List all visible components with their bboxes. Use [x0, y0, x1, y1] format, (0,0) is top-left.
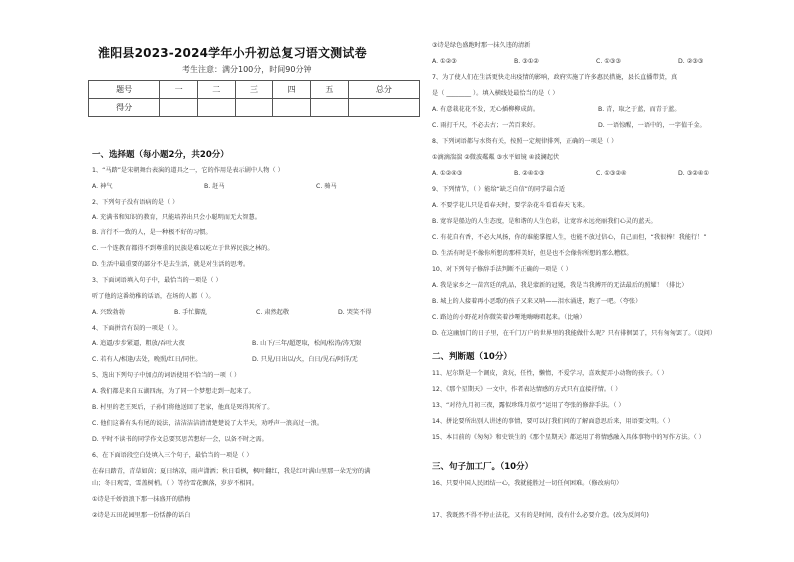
- question-17: 17、我既然不得不停止法花，又有的是时间，没有什么必要介意。(改为反问句): [432, 512, 649, 519]
- score-row-label: 得分: [89, 99, 160, 117]
- score-cell[interactable]: [311, 99, 349, 117]
- section-sentence-title: 三、句子加工厂。（10分）: [432, 462, 534, 472]
- score-cell[interactable]: [197, 99, 235, 117]
- question-9: 9、下列情节，（ ）能给“缺乏自信”的同学最合适: [432, 186, 565, 193]
- score-header-cell: 一: [160, 81, 198, 99]
- option[interactable]: C. 他们这番有头有尾的说法，洁洁洁洁清清楚楚说了大半天，劝呼声一浪高过一浪。: [92, 420, 324, 427]
- exam-notice: 考生注意：满分100分，时间90分钟: [182, 65, 312, 74]
- question-7-stem: 是（ ________ ）。填入横线处最恰当的是（ ）: [432, 90, 559, 97]
- score-cell[interactable]: [160, 99, 198, 117]
- score-header-cell: 五: [311, 81, 349, 99]
- question-6-item: ②诗是五田花园里那一份恬静的话白: [92, 512, 191, 519]
- option[interactable]: D. 生活中最重要的部分不是去生活，就是对生活的思考。: [92, 261, 250, 268]
- option[interactable]: A. ①②④③: [432, 170, 463, 177]
- option[interactable]: A. 兴致勃勃: [92, 309, 125, 316]
- score-header-row: [89, 81, 420, 99]
- question-8-options: [432, 170, 760, 178]
- question-2: 2、下列句子没有语病的是（ ）: [92, 199, 179, 206]
- score-header-cell: 三: [235, 81, 273, 99]
- option[interactable]: B. 城上的人接着再小恶歌的孩子又来又呐——泪水涌进，跑了一吧。（夸张）: [432, 298, 642, 305]
- option[interactable]: C. 路边的小野花对你微笑着沙哑地嗨嗨唱起来。（比喻）: [432, 314, 586, 321]
- score-table: [88, 80, 420, 117]
- option[interactable]: B. 青，取之于蓝，而青于蓝。: [598, 106, 681, 113]
- option[interactable]: A. 充满书和知识的教育，只能培养出只会小聪明而无大智慧。: [92, 214, 261, 221]
- score-header-cell: 总分: [348, 81, 419, 99]
- exam-title: 淮阳县2023-2024学年小升初总复习语文测试卷: [98, 46, 367, 60]
- option[interactable]: D. 生活有时是不像你所想的那样美好，但是也不会像你所想的那么糟糕。: [432, 250, 633, 257]
- question-6-item: ③诗是绿色盛跑时那一抹久违的清新: [432, 42, 531, 49]
- score-cell[interactable]: [235, 99, 273, 117]
- question-6-options: [432, 58, 760, 66]
- option[interactable]: A. 我是家乡之一苗宫廷的乳品，我是蒙新的冠冕，我是当我搏开的无法最后的照耀！（排比）: [432, 282, 688, 289]
- option[interactable]: D. 哭笑不得: [338, 309, 372, 316]
- option[interactable]: D. 只见/日出以/火，白日/见石/阿洋/无: [252, 356, 358, 363]
- option[interactable]: C. 有花自有香，不必大风扬，你的谁能掌握人生，也能不放过信心，自己而但，“我很棒！我能行！”: [432, 234, 707, 241]
- question-1: 1、“马踏”是宋朝舞台表演的道具之一，它的作用是表示剧中人物（ ）: [92, 167, 284, 174]
- question-6: 6、在下面语段空白处填入三个句子，最恰当的一项是（ ）: [92, 452, 253, 459]
- question-10: 10、对下列句子修辞手法判断不正确的一项是（ ）: [432, 266, 572, 273]
- score-row: [89, 99, 420, 117]
- score-header-cell: 题号: [89, 81, 160, 99]
- option[interactable]: D. ③②④①: [678, 170, 709, 177]
- score-cell[interactable]: [273, 99, 311, 117]
- question-6-item: ①诗是千娇浪浪下那一抹盛开的腊梅: [92, 496, 191, 503]
- option[interactable]: C. 若有人/相逢/去处，晚照/红日/同住。: [92, 356, 202, 363]
- option[interactable]: C. 一个连教育都得不到尊重的民族是难以屹立于世界民族之林的。: [92, 245, 274, 252]
- option[interactable]: B. 宽容是船边的人生态度，是和谐的人生色彩，让宽容永远亮丽我们心灵的蓝天。: [432, 218, 657, 225]
- option[interactable]: A. 有意栽花花不发，无心插柳柳成荫。: [432, 106, 540, 113]
- option[interactable]: B. 山下/三年/超逻取，松间/松涛/涛无限: [252, 340, 362, 347]
- option[interactable]: A. 不要学花儿只是看春天时，要学杂花斗看看春天飞来。: [432, 202, 589, 209]
- option[interactable]: D. 平时不读书的同学作文总要冥思苦想好一会，以备不时之需。: [92, 436, 268, 443]
- question-3-options: [92, 309, 420, 317]
- score-header-cell: 四: [273, 81, 311, 99]
- true-false-item: 12、《那个星期天》一文中，作者表达情感的方式只有直接抒情。（ ）: [432, 386, 622, 393]
- question-5: 5、选出下列句子中加点的词语使用不恰当的一项（ ）: [92, 372, 241, 379]
- question-16: 16、只要中国人民团结一心，我就能胜过一切任何困难。（修改病句）: [432, 480, 623, 487]
- option[interactable]: B. 言行不一致的人，是一种极不好的习惯。: [92, 229, 212, 236]
- option[interactable]: B. ②④①③: [514, 170, 545, 177]
- option[interactable]: B. ③①②: [514, 58, 539, 65]
- option[interactable]: A. ①②③: [432, 58, 457, 65]
- question-6-stem: 山；冬日观雪，雪盖树梢。（ ）等待雪花飘落，岁岁不相同。: [92, 480, 258, 487]
- question-4: 4、下面拼音有误的一项是（ ）。: [92, 325, 182, 332]
- question-8-stem: ①滴滴湍湍 ②微波粼粼 ③水平如镜 ④波澜起伏: [432, 154, 560, 161]
- option[interactable]: A. 神气: [92, 183, 113, 190]
- option[interactable]: D. 在这幽加门的日子里，在千门万户的世界里的我能做什么呢？只有徘徊罢了，只有匆匆罢了。（设问）: [432, 330, 717, 337]
- option[interactable]: C. ①③③: [596, 58, 621, 65]
- score-cell[interactable]: [348, 99, 419, 117]
- section-choice-title: 一、选择题（每小题2分，共20分）: [92, 150, 229, 160]
- option[interactable]: B. 赶马: [204, 183, 225, 190]
- option[interactable]: B. 手忙脚乱: [174, 309, 207, 316]
- option[interactable]: A. 追逼/步步紧逼，粗放/吞吐大夜: [92, 340, 185, 347]
- true-false-item: 13、“对待九月初三夜，露似珍珠月似弓”运用了夸张的修辞手法。（ ）: [432, 402, 625, 409]
- option[interactable]: C. 骑马: [316, 183, 337, 190]
- true-false-item: 11、尼尔斯是一个调皮，贪玩，任性，懒惰，不爱学习，喜欢捉弄小动物的孩子。（ ）: [432, 370, 668, 377]
- question-8: 8、下列词语都与水资有关，按照一定规律排列，正确的一项是（ ）: [432, 138, 618, 145]
- score-header-cell: 二: [197, 81, 235, 99]
- option[interactable]: C. ①③②④: [596, 170, 627, 177]
- option[interactable]: C. 肃然起敬: [256, 309, 290, 316]
- question-1-options: [92, 183, 428, 191]
- option[interactable]: B. 村里的老王死后，子孙们将他送回了老家，他真是死得其所了。: [92, 404, 274, 411]
- option[interactable]: C. 雨打千尺，不必去古；一苦百来好。: [432, 122, 540, 129]
- section-true-false-title: 二、判断题（10分）: [432, 352, 512, 362]
- option[interactable]: A. 我们都是来自五湖四海，为了同一个梦想走到一起来了。: [92, 388, 255, 395]
- question-3: 3、下面词语填入句子中，最恰当的一项是（ ）: [92, 277, 222, 284]
- question-6-stem: 在春日踏青，青草如茵；夏日纳凉，雨声潇洒；秋日看枫，枫叶翻红，我是红叶满山里那一朵无穷的满: [92, 468, 371, 475]
- option[interactable]: D. 一语惊醒，一语中的，一字值千金。: [598, 122, 706, 129]
- question-7: 7、为了使人们在生活更快走出疫情的影响，政府实施了许多惠民措施，县长直播带货，真: [432, 74, 678, 81]
- true-false-item: 15、本目前的《匆匆》和史铁生的《那个星期天》都运用了将情感融入具体事物中的写作方法。（ ）: [432, 434, 705, 441]
- option[interactable]: D. ②③③: [678, 58, 704, 65]
- question-3-stem: 听了他的这番幼稚的话语，在场的人都（ ）。: [92, 293, 215, 300]
- true-false-item: 14、拼论要所出别人讲述的事情，要可以打我们问的了解面意思后来，用语要文明。（ ）: [432, 418, 674, 425]
